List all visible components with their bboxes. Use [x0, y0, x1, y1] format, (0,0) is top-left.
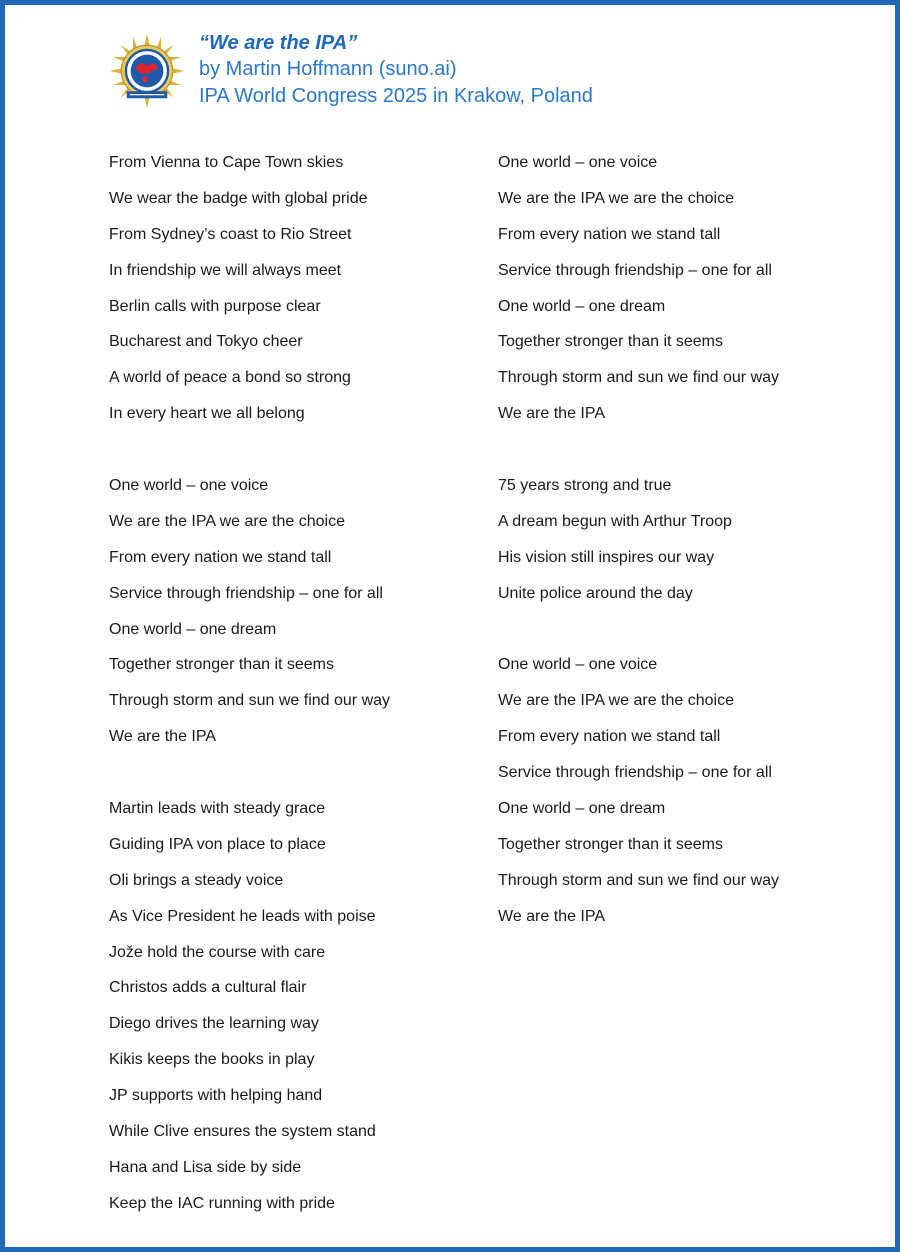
lyric-line: Keep the IAC running with pride	[109, 1194, 335, 1212]
lyric-line: A dream begun with Arthur Troop	[498, 512, 732, 530]
lyric-line: Jože hold the course with care	[109, 943, 326, 961]
lyric-line: Hana and Lisa side by side	[109, 1158, 302, 1176]
lyric-line: From every nation we stand tall	[498, 225, 721, 243]
song-title: “We are the IPA”	[199, 32, 358, 54]
lyric-line: One world – one dream	[109, 620, 277, 638]
lyric-line: In friendship we will always meet	[109, 261, 342, 279]
event-line: IPA World Congress 2025 in Krakow, Poland	[199, 85, 593, 107]
lyric-line: Bucharest and Tokyo cheer	[109, 333, 303, 351]
lyric-line: While Clive ensures the system stand	[109, 1123, 376, 1141]
header-text-block	[199, 30, 759, 110]
stanza-gap	[109, 760, 489, 796]
lyric-line: Kikis keeps the books in play	[109, 1051, 315, 1069]
lyric-line: Martin leads with steady grace	[109, 800, 326, 818]
lyric-line: In every heart we all belong	[109, 405, 305, 423]
lyric-line: We wear the badge with global pride	[109, 189, 368, 207]
lyrics-column-left	[109, 150, 489, 1227]
lyric-line: We are the IPA	[498, 907, 606, 925]
lyric-line: Together stronger than it seems	[109, 656, 335, 674]
lyric-line: His vision still inspires our way	[498, 548, 715, 566]
lyric-line: Unite police around the day	[498, 584, 693, 602]
lyric-line: From Vienna to Cape Town skies	[109, 154, 344, 171]
stanza-gap	[498, 617, 878, 653]
lyric-line: One world – one voice	[498, 154, 658, 171]
lyric-line: JP supports with helping hand	[109, 1087, 323, 1105]
byline: by Martin Hoffmann (suno.ai)	[199, 58, 457, 80]
ipa-emblem-icon	[108, 32, 186, 110]
lyric-line: Guiding IPA von place to place	[109, 835, 326, 853]
lyric-line: Service through friendship – one for all	[498, 764, 772, 782]
lyric-line: One world – one voice	[498, 656, 658, 674]
lyric-line: We are the IPA we are the choice	[498, 692, 734, 710]
lyric-line: Diego drives the learning way	[109, 1015, 319, 1033]
lyric-line: One world – one dream	[498, 297, 666, 315]
lyric-line: From every nation we stand tall	[109, 548, 332, 566]
lyric-line: As Vice President he leads with poise	[109, 907, 376, 925]
lyric-line: Oli brings a steady voice	[109, 871, 284, 889]
lyric-line: Christos adds a cultural flair	[109, 979, 307, 997]
lyric-line: From Sydney’s coast to Rio Street	[109, 225, 352, 243]
lyric-line: Together stronger than it seems	[498, 835, 724, 853]
lyric-line: A world of peace a bond so strong	[109, 369, 351, 387]
lyric-line: Through storm and sun we find our way	[109, 692, 391, 710]
lyric-line: Through storm and sun we find our way	[498, 369, 780, 387]
lyric-line: We are the IPA	[109, 728, 217, 746]
stanza-gap	[109, 437, 489, 473]
lyric-line: One world – one voice	[109, 477, 269, 495]
lyric-line: Together stronger than it seems	[498, 333, 724, 351]
lyric-line: We are the IPA we are the choice	[498, 189, 734, 207]
lyric-line: We are the IPA	[498, 405, 606, 423]
lyric-line: Berlin calls with purpose clear	[109, 297, 321, 315]
lyric-line: Through storm and sun we find our way	[498, 871, 780, 889]
lyric-line: 75 years strong and true	[498, 477, 672, 495]
lyric-line: Service through friendship – one for all	[109, 584, 383, 602]
lyrics-column-right	[498, 150, 878, 940]
stanza-gap	[498, 437, 878, 473]
lyric-line: We are the IPA we are the choice	[109, 512, 345, 530]
lyric-line: Service through friendship – one for all	[498, 261, 772, 279]
lyric-line: One world – one dream	[498, 800, 666, 818]
lyric-line: From every nation we stand tall	[498, 728, 721, 746]
